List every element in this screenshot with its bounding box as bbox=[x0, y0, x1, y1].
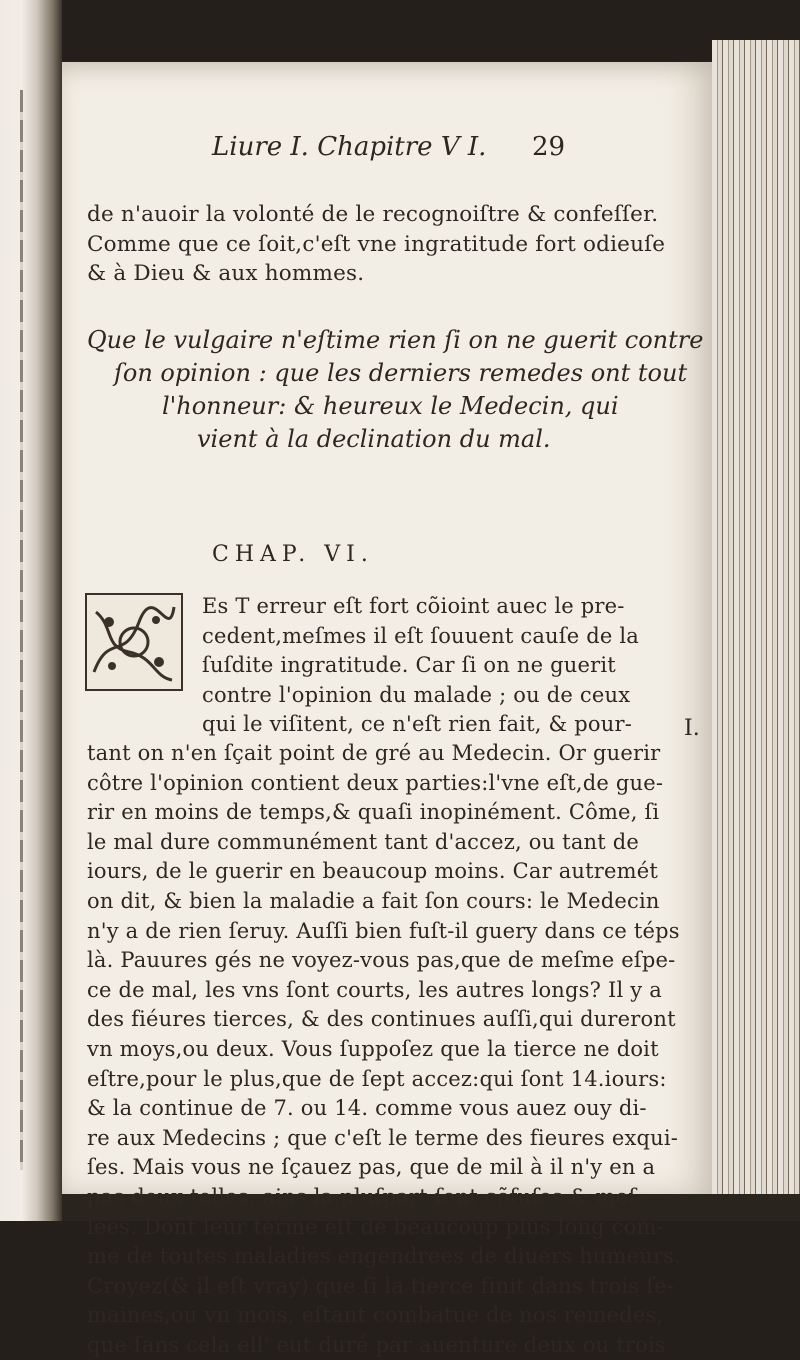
text-line: que ſans cela ell' eut duré par auenture deux ou trois bbox=[87, 1332, 666, 1357]
ornamental-initial bbox=[84, 592, 184, 692]
text-line: pas deux telles, ains la pluſpart ſont cõfuſes & meſ- bbox=[87, 1184, 644, 1209]
text-line: côtre l'opinion contient deux parties:l'vne eſt,de gue- bbox=[87, 770, 664, 795]
text-line: me de toutes maladies engendrees de diuers humeurs. bbox=[87, 1244, 682, 1269]
book-left-edge bbox=[0, 0, 62, 1221]
page-stack-lines bbox=[20, 90, 23, 1170]
text-line: re aux Medecins ; que c'eſt le terme des fieures exqui- bbox=[87, 1125, 679, 1150]
text-line: maines,ou vn mois, eſtant combatue de nos remedes, bbox=[87, 1303, 664, 1328]
paragraph-continuation bbox=[87, 200, 737, 289]
summary-line: vient à la declination du mal. bbox=[197, 425, 551, 453]
text-line: ſes. Mais vous ne ſçauez pas, que de mil à il n'y en a bbox=[87, 1155, 656, 1180]
margin-note: I. bbox=[684, 716, 700, 741]
text-line: n'y a de rien ſeruy. Auſſi bien fuſt-il guery dans ce téps bbox=[87, 918, 680, 943]
text-line: on dit, & bien la maladie a fait ſon cours: le Medecin bbox=[87, 888, 660, 913]
book-page bbox=[62, 62, 712, 1357]
summary-line: Que le vulgaire n'eſtime rien ſi on ne guerit contre bbox=[87, 326, 704, 354]
summary-line: l'honneur: & heureux le Medecin, qui bbox=[162, 392, 619, 420]
chapter-heading: CHAP. VI. bbox=[212, 542, 374, 567]
dropcap-lines bbox=[202, 592, 800, 740]
text-line: qui le viſitent, ce n'eſt rien fait, & pour- bbox=[202, 712, 632, 736]
text-line: des fiéures tierces, & des continues auſſi,qui dureront bbox=[87, 1007, 676, 1032]
text-line: le mal dure communément tant d'accez, ou tant de bbox=[87, 829, 640, 854]
text-line: Comme que ce ſoit,c'eſt vne ingratitude fort odieuſe bbox=[87, 231, 666, 257]
text-line: contre l'opinion du malade ; ou de ceux bbox=[202, 682, 631, 707]
text-line: vn moys,ou deux. Vous ſuppoſez que la tierce ne doit bbox=[87, 1036, 659, 1061]
text-line: iours, de le guerir en beaucoup moins. Car autremét bbox=[87, 859, 659, 884]
text-line: cedent,meſmes il eſt ſouuent cauſe de la bbox=[202, 623, 640, 648]
text-line: tant on n'en ſçait point de gré au Medecin. Or guerir bbox=[87, 741, 661, 765]
text-line: eſtre,pour le plus,que de ſept accez:qui ſont 14.iours: bbox=[87, 1066, 667, 1091]
text-line: lées. Dont leur terme eſt de beaucoup plus long com- bbox=[87, 1214, 664, 1239]
text-line: Croyez(& il eſt vray) que ſi la tierce finit dans trois ſe- bbox=[87, 1273, 675, 1298]
summary-line: ſon opinion : que les derniers remedes ont tout bbox=[114, 359, 688, 387]
text-line: ſuſdite ingratitude. Car ſi on ne guerit bbox=[202, 653, 616, 677]
text-line: & la continue de 7. ou 14. comme vous auez ouy di- bbox=[87, 1096, 647, 1121]
text-line: Es T erreur eſt fort cõioint auec le pre- bbox=[202, 594, 625, 618]
running-header bbox=[212, 132, 566, 162]
text-line: là. Pauures gés ne voyez-vous pas,que de meſme eſpe- bbox=[87, 948, 676, 973]
text-line: & à Dieu & aux hommes. bbox=[87, 261, 365, 286]
page-number: 29 bbox=[532, 132, 566, 162]
body-text bbox=[87, 739, 737, 1360]
running-title: Liure I. Chapitre V I. bbox=[212, 132, 487, 162]
text-line: rir en moins de temps,& quaſi inopinément. Côme, ſi bbox=[87, 800, 660, 825]
text-line: ce de mal, les vns ſont courts, les autres longs? Il y a bbox=[87, 977, 662, 1002]
text-line: de n'auoir la volonté de le recognoiſtre & confeſſer. bbox=[87, 202, 659, 227]
